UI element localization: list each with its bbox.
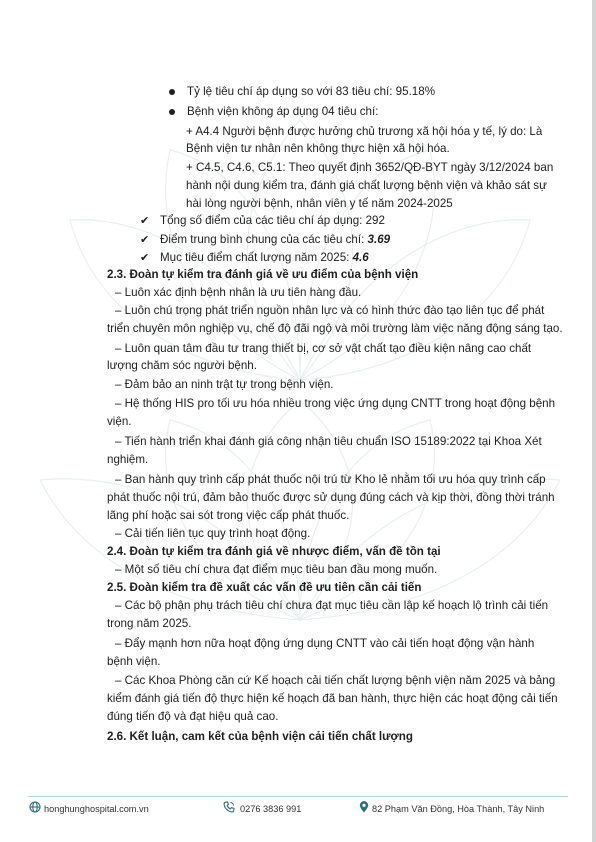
list-line: – Đảm bảo an ninh trật tự trong bệnh viện. bbox=[115, 378, 334, 391]
indent-line: + A4.4 Người bệnh được hưởng chủ trương xã hội hóa y tế, lý do: Là bbox=[186, 125, 543, 138]
check-label: Tổng số điểm của các tiêu chí áp dụng: bbox=[160, 214, 366, 227]
bullet-dot bbox=[169, 109, 175, 115]
list-line: – Luôn xác định bệnh nhân là ưu tiên hàng đầu. bbox=[115, 286, 362, 299]
list-line: – Luôn quan tâm đầu tư trang thiết bị, cơ sở vật chất tạo điều kiện nâng cao chất bbox=[115, 342, 532, 355]
list-line: lãng phí hoặc sai sót trong việc cấp phát thuốc. bbox=[107, 509, 350, 522]
list-line: kiểm đánh giá tiến độ thực hiện kế hoạch đã ban hành, thực hiện các hoạt động cải tiến bbox=[107, 692, 558, 705]
indent-line: + C4.5, C4.6, C5.1: Theo quyết định 3652/QĐ-BYT ngày 3/12/2024 ban bbox=[186, 161, 554, 174]
footer-divider bbox=[28, 796, 568, 797]
list-line: bệnh viện. bbox=[107, 655, 161, 668]
list-line: – Một số tiêu chí chưa đạt điểm mục tiêu ban đầu mong muốn. bbox=[115, 563, 438, 576]
indent-line: hài lòng người bệnh, nhân viên y tế năm 2024-2025 bbox=[186, 197, 453, 210]
globe-icon bbox=[29, 801, 41, 813]
list-line: trong năm 2025. bbox=[107, 617, 192, 630]
list-line: – Hệ thống HIS pro tối ưu hóa nhiều trong việc ứng dụng CNTT trong hoạt động bệnh bbox=[115, 397, 556, 410]
list-line: – Luôn chú trọng phát triển nguồn nhân lực và có hình thức đào tạo liên tục để phát bbox=[115, 304, 545, 317]
section-heading: 2.3. Đoàn tự kiểm tra đánh giá về ưu điểm của bệnh viện bbox=[107, 268, 419, 281]
checkmark-icon: ✔ bbox=[140, 214, 150, 227]
section-heading: 2.4. Đoàn tự kiểm tra đánh giá về nhược điểm, vấn đề tồn tại bbox=[107, 545, 441, 558]
list-line: – Ban hành quy trình cấp phát thuốc nội trú từ Kho lẻ nhằm tối ưu hóa quy trình cấp bbox=[115, 473, 546, 486]
section-heading: 2.6. Kết luận, cam kết của bệnh viện cải tiến chất lượng bbox=[107, 730, 413, 743]
list-line: viện. bbox=[107, 415, 132, 428]
bullet-text: Bệnh viện không áp dụng 04 tiêu chí: bbox=[187, 105, 379, 118]
check-value: 292 bbox=[365, 214, 385, 227]
section-heading: 2.5. Đoàn kiểm tra đề xuất các vấn đề ưu tiên cần cải tiến bbox=[107, 581, 422, 594]
list-line: – Các Khoa Phòng căn cứ Kế hoạch cải tiến chất lượng bệnh viện năm 2025 và bảng bbox=[115, 674, 556, 687]
checkmark-icon: ✔ bbox=[140, 251, 150, 264]
check-item bbox=[160, 232, 390, 248]
list-line: – Cải tiến liên tục quy trình hoạt động. bbox=[115, 527, 311, 540]
list-line: – Các bộ phận phụ trách tiêu chí chưa đạt mục tiêu cần lập kế hoạch lộ trình cải tiến bbox=[115, 599, 549, 612]
list-line: triển chuyên môn nghiệp vụ, chế độ đãi ngộ và môi trường làm việc năng động sáng tạo. bbox=[107, 322, 563, 335]
bullet-text: Tỷ lệ tiêu chí áp dụng so với 83 tiêu chí: 95.18% bbox=[187, 85, 435, 98]
list-line: đúng tiến độ và đạt hiệu quả cao. bbox=[107, 710, 279, 723]
location-pin-icon bbox=[359, 801, 369, 813]
list-line: nghiệm. bbox=[107, 453, 149, 466]
check-label: Điểm trung bình chung của các tiêu chí: bbox=[160, 233, 368, 246]
phone-icon bbox=[223, 801, 235, 813]
list-line: – Tiến hành triển khai đánh giá công nhận tiêu chuẩn ISO 15189:2022 tại Khoa Xét bbox=[115, 435, 542, 448]
checkmark-icon: ✔ bbox=[140, 233, 150, 246]
indent-line: hành nội dung kiểm tra, đánh giá chất lượng bệnh viện và khảo sát sự bbox=[186, 179, 547, 192]
list-line: – Đẩy mạnh hơn nữa hoạt động ứng dụng CNTT vào cải tiến hoạt động vận hành bbox=[115, 637, 535, 650]
check-item bbox=[160, 213, 385, 229]
check-item bbox=[160, 250, 369, 266]
footer-website[interactable]: honghunghospital.com.vn bbox=[44, 804, 149, 814]
indent-line: Bệnh viện tư nhân nên không thực hiện xã hội hóa. bbox=[186, 142, 450, 155]
page-edge-bar bbox=[592, 0, 596, 842]
footer-address: 82 Phạm Văn Đồng, Hòa Thành, Tây Ninh bbox=[372, 804, 545, 814]
bullet-dot bbox=[169, 89, 175, 95]
check-value: 4.6 bbox=[352, 251, 369, 264]
check-value: 3.69 bbox=[367, 233, 391, 246]
footer-phone[interactable]: 0276 3836 991 bbox=[240, 804, 302, 814]
list-line: phát thuốc nội trú, đảm bảo thuốc được sử dụng đúng cách và kịp thời, đồng thời tránh bbox=[107, 491, 555, 504]
list-line: lượng chăm sóc người bệnh. bbox=[107, 359, 257, 372]
check-label: Mục tiêu điểm chất lượng năm 2025: bbox=[160, 251, 353, 264]
